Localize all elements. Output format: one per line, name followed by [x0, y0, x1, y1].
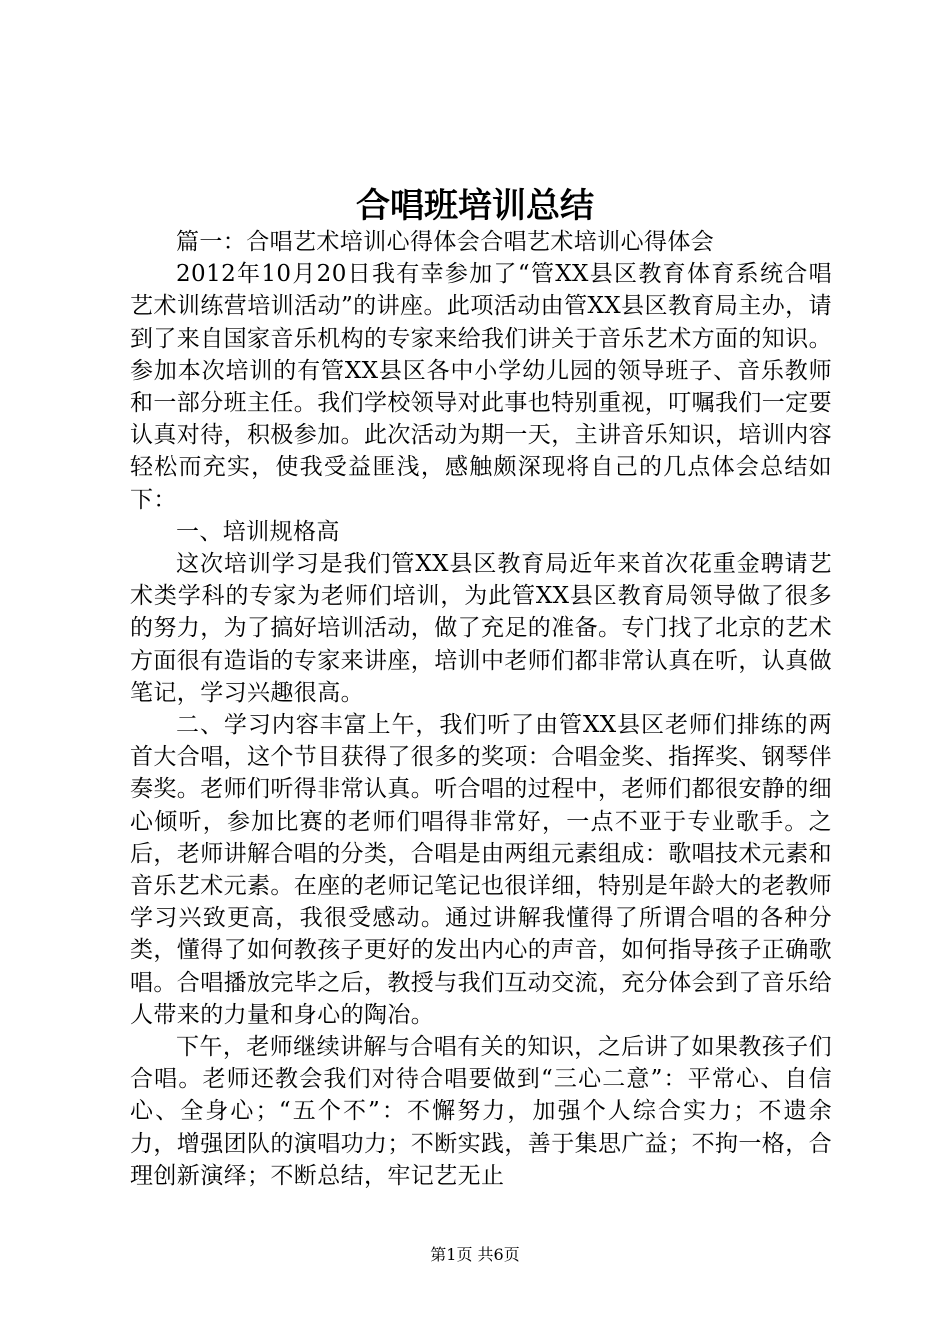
paragraph-heading: 篇一：合唱艺术培训心得体会合唱艺术培训心得体会 [176, 229, 715, 255]
document-body [130, 226, 832, 1192]
paragraph: 这次培训学习是我们管XX县区教育局近年来首次花重金聘请艺术类学科的专家为老师们培训，为此管XX县区教育局领导做了很多的努力，为了搞好培训活动，做了充足的准备。专门找了北京的艺术方面很有造诣的专家来讲座，培训中老师们都非常认真在听，认真做笔记，学习兴趣很高。 [130, 551, 832, 706]
paragraph: 下午，老师继续讲解与合唱有关的知识，之后讲了如果教孩子们合唱。老师还教会我们对待合唱要做到“三心二意”：平常心、自信心、全身心；“五个不”：不懈努力，加强个人综合实力；不遗余力，增强团队的演唱功力；不断实践，善于集思广益；不拘一格，合理创新演绎；不断总结，牢记艺无止 [130, 1034, 832, 1189]
section-heading: 一、培训规格高 [176, 518, 340, 545]
document-title: 合唱班培训总结 [356, 186, 594, 226]
page-footer: 第1页 共6页 [430, 1245, 520, 1264]
paragraph: 二、学习内容丰富上午，我们听了由管XX县区老师们排练的两首大合唱，这个节目获得了很多的奖项：合唱金奖、指挥奖、钢琴伴奏奖。老师们听得非常认真。听合唱的过程中，老师们都很安静的细心倾听，参加比赛的老师们唱得非常好，一点不亚于专业歌手。之后，老师讲解合唱的分类，合唱是由两组元素组成：歌唱技术元素和音乐艺术元素。在座的老师记笔记也很详细，特别是年龄大的老教师学习兴致更高，我很受感动。通过讲解我懂得了所谓合唱的各种分类，懂得了如何教孩子更好的发出内心的声音，如何指导孩子正确歌唱。合唱播放完毕之后，教授与我们互动交流，充分体会到了音乐给人带来的力量和身心的陶冶。 [130, 712, 832, 1028]
paragraph: 2012年10月20日我有幸参加了“管XX县区教育体育系统合唱艺术训练营培训活动”的讲座。此项活动由管XX县区教育局主办，请到了来自国家音乐机构的专家来给我们讲关于音乐艺术方面的知识。参加本次培训的有管XX县区各中小学幼儿园的领导班子、音乐教师和一部分班主任。我们学校领导对此事也特别重视，叮嘱我们一定要认真对待，积极参加。此次活动为期一天，主讲音乐知识，培训内容轻松而充实，使我受益匪浅，感触颇深现将自己的几点体会总结如下： [130, 261, 832, 513]
